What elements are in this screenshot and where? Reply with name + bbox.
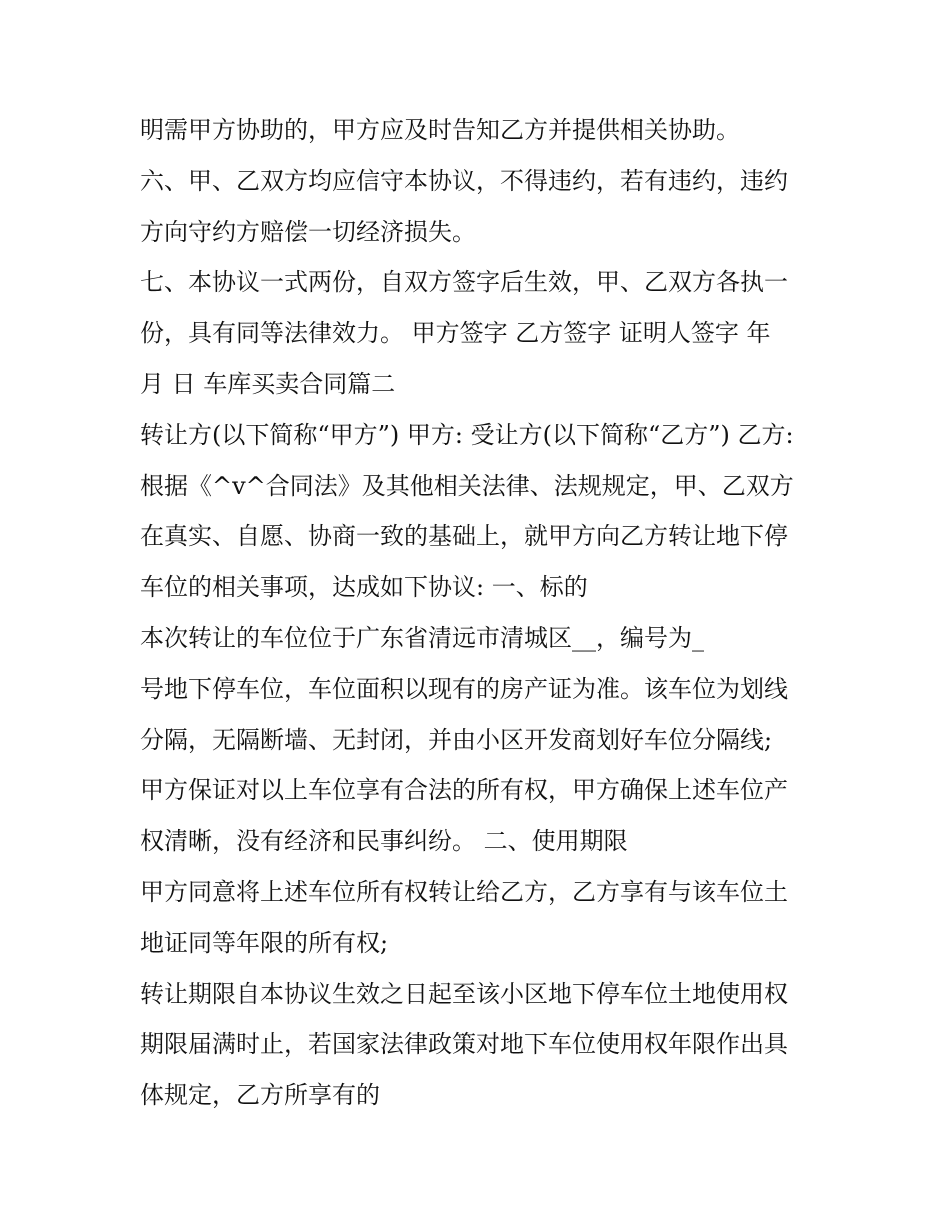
text-line: 转让期限自本协议生效之日起至该小区地下停车位土地使用权: [140, 979, 788, 1008]
text-line: 七、本协议一式两份，自双方签字后生效，甲、乙双方各执一: [140, 268, 788, 297]
text-line: 体规定，乙方所享有的: [140, 1081, 380, 1110]
document-body: [140, 105, 820, 1121]
text-line: 份，具有同等法律效力。 甲方签字 乙方签字 证明人签字 年: [140, 319, 771, 348]
text-line: 在真实、自愿、协商一致的基础上，就甲方向乙方转让地下停: [140, 522, 788, 551]
text-line: 权清晰，没有经济和民事纠纷。 二、使用期限: [140, 827, 628, 856]
text-line: 明需甲方协助的，甲方应及时告知乙方并提供相关协助。: [140, 116, 740, 144]
text-line: 号地下停车位，车位面积以现有的房产证为准。该车位为划线: [140, 674, 788, 703]
text-line: 方向守约方赔偿一切经济损失。: [140, 217, 476, 246]
text-line: 本次转让的车位位于广东省清远市清城区__，编号为_: [140, 623, 704, 652]
text-line: 六、甲、乙双方均应信守本协议，不得违约，若有违约，违约: [140, 166, 788, 195]
text-line: 甲方保证对以上车位享有合法的所有权，甲方确保上述车位产: [140, 776, 788, 805]
text-line: 车位的相关事项，达成如下协议: 一、标的: [140, 573, 588, 602]
text-line: 甲方同意将上述车位所有权转让给乙方，乙方享有与该车位土: [140, 877, 788, 906]
text-line: 地证同等年限的所有权;: [140, 928, 389, 957]
text-line: 月 日 车库买卖合同篇二: [140, 369, 396, 398]
text-line: 根据《^v^合同法》及其他相关法律、法规规定，甲、乙双方: [140, 471, 794, 500]
text-line: 转让方(以下简称“甲方”) 甲方: 受让方(以下简称“乙方”) 乙方:: [140, 420, 794, 449]
text-line: 分隔，无隔断墙、无封闭，并由小区开发商划好车位分隔线;: [140, 725, 773, 754]
text-line: 期限届满时止，若国家法律政策对地下车位使用权年限作出具: [140, 1030, 788, 1059]
